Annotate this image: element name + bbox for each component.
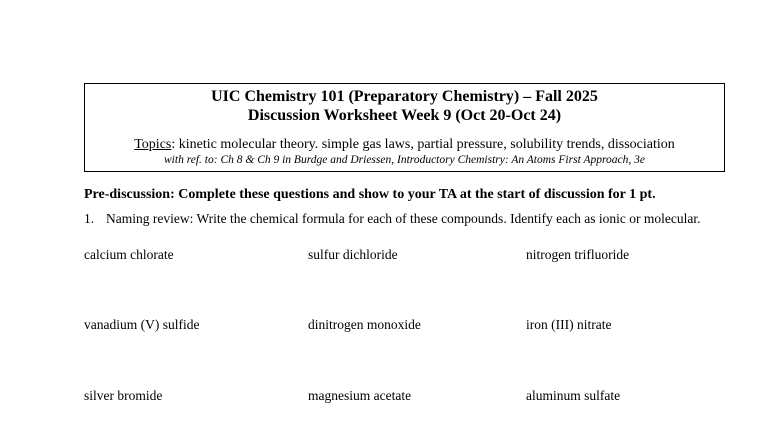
compound-item: dinitrogen monoxide [308, 317, 421, 332]
compound-item: silver bromide [84, 388, 163, 403]
worksheet-title: Discussion Worksheet Week 9 (Oct 20-Oct 24) [247, 107, 562, 124]
compound-item: magnesium acetate [308, 388, 412, 403]
course-title: UIC Chemistry 101 (Preparatory Chemistry) – Fall 2025 [211, 88, 598, 105]
compound-item: aluminum sulfate [526, 388, 621, 403]
topics-label: Topics [134, 137, 172, 152]
question-text: Naming review: Write the chemical formula for each of these compounds. Identify each as ionic or molecular. [106, 211, 701, 226]
topics-line [85, 136, 724, 153]
compound-item: iron (III) nitrate [526, 317, 612, 332]
compound-item: vanadium (V) sulfide [84, 317, 200, 332]
header-box [84, 83, 725, 172]
compound-item: nitrogen trifluoride [526, 247, 630, 262]
compound-item: sulfur dichloride [308, 247, 398, 262]
question-1 [84, 210, 724, 227]
reference-line: with ref. to: Ch 8 & Ch 9 in Burdge and Driessen, Introductory Chemistry: An Atoms First Approach, 3e [164, 154, 645, 166]
question-number: 1. [84, 211, 95, 226]
prediscussion-instructions: Pre-discussion: Complete these questions and show to your TA at the start of discussion for 1 pt. [84, 187, 656, 202]
topics-text: : kinetic molecular theory. simple gas laws, partial pressure, solubility trends, dissociation [171, 137, 675, 152]
compound-item: calcium chlorate [84, 247, 174, 262]
